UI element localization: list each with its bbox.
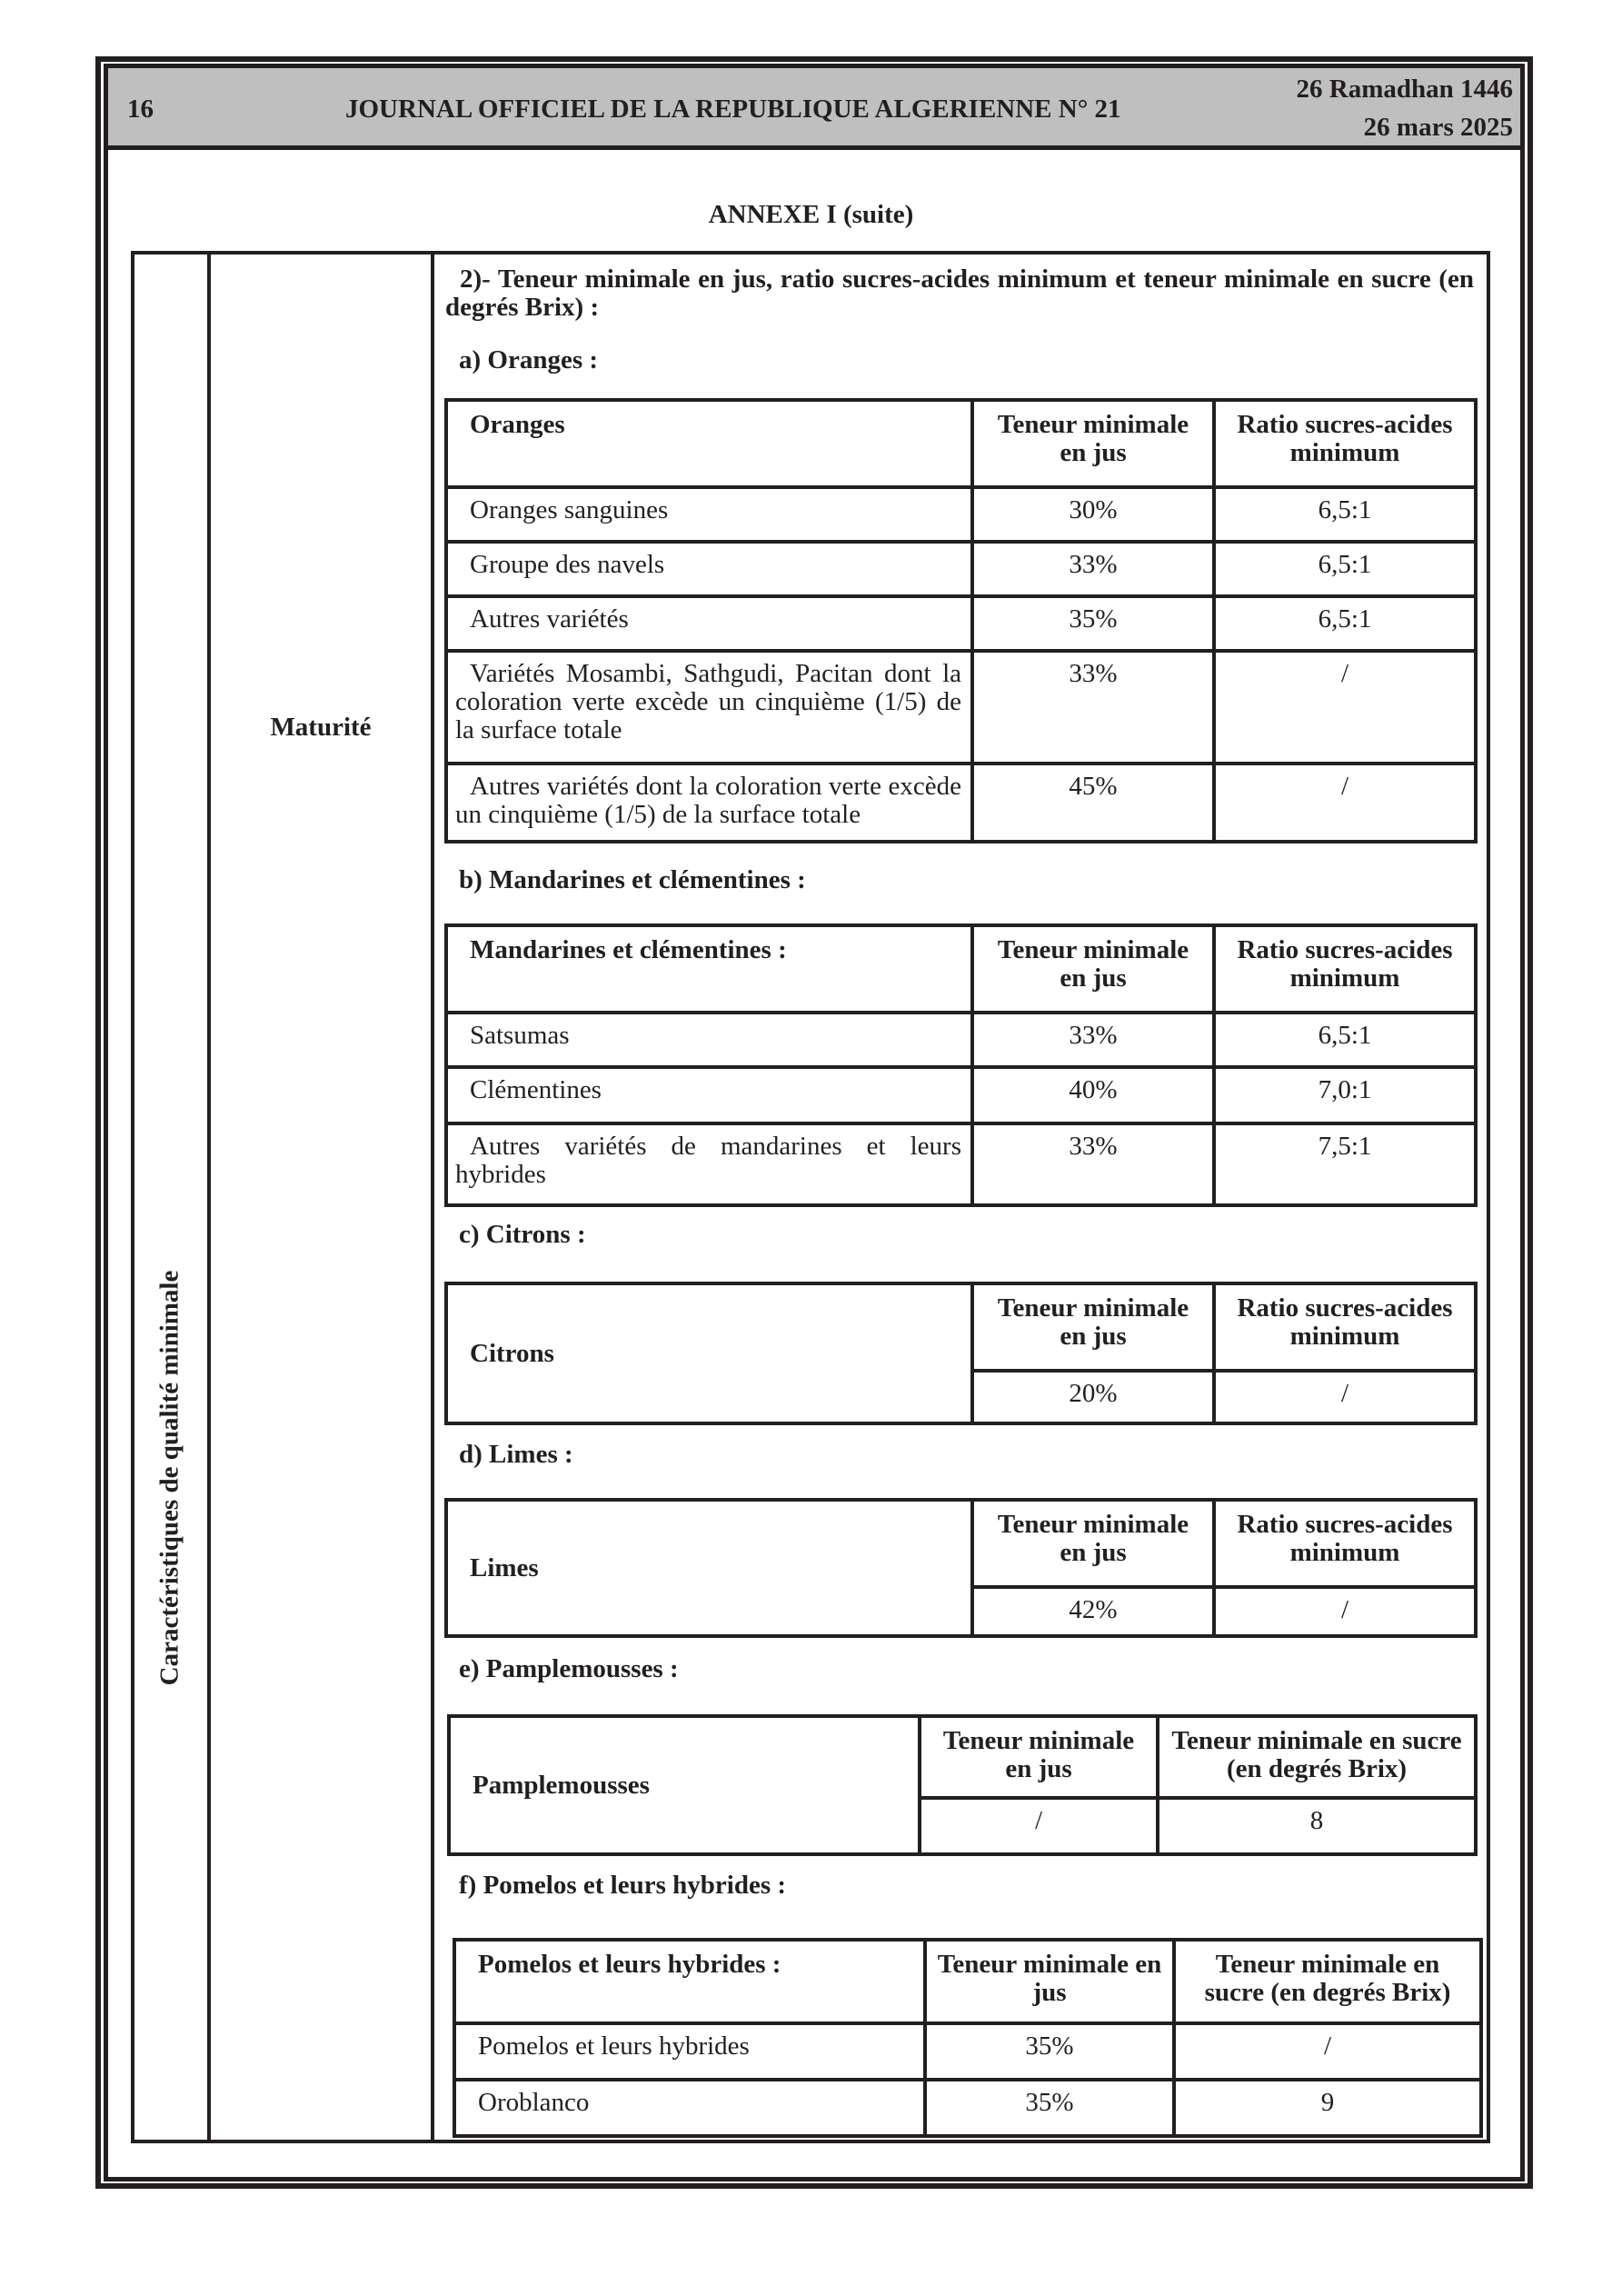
variety-cell: Oranges sanguines xyxy=(446,487,972,542)
table-row xyxy=(446,542,1476,596)
ratio-cell: 6,5:1 xyxy=(1214,1013,1476,1067)
ratio-cell: 6,5:1 xyxy=(1214,487,1476,542)
ratio-cell: 6,5:1 xyxy=(1214,596,1476,651)
row-label: Citrons xyxy=(446,1283,972,1423)
category-cell xyxy=(131,251,209,2143)
column-header: Ratio sucres-acides minimum xyxy=(1214,1283,1476,1371)
column-header: Teneur minimale en jus xyxy=(972,1283,1214,1371)
pamplemousses-table xyxy=(447,1714,1478,1856)
variety-cell: Autres variétés xyxy=(446,596,972,651)
section-heading-citrons: c) Citrons : xyxy=(459,1220,586,1249)
column-header: Teneur minimale en sucre (en degrés Brix) xyxy=(1158,1716,1476,1798)
table-header-row xyxy=(446,1500,1476,1587)
ratio-cell: 6,5:1 xyxy=(1214,542,1476,596)
column-header: Teneur minimale en jus xyxy=(920,1716,1158,1798)
row-label: Pamplemousses xyxy=(449,1716,920,1854)
table-row xyxy=(446,596,1476,651)
table-header-row xyxy=(454,1940,1481,2023)
ratio-cell: 7,5:1 xyxy=(1214,1123,1476,1205)
juice-cell: 35% xyxy=(925,2080,1174,2136)
oranges-table xyxy=(444,398,1478,844)
juice-cell: 30% xyxy=(972,487,1214,542)
juice-cell: 35% xyxy=(972,596,1214,651)
page-number: 16 xyxy=(127,95,154,124)
column-header: Mandarines et clémentines : xyxy=(446,925,972,1013)
variety-cell: Autres variétés de mandarines et leurs hybrides xyxy=(446,1123,972,1205)
section-heading-mandarines: b) Mandarines et clémentines : xyxy=(459,865,806,894)
column-header: Teneur minimale en jus xyxy=(972,925,1214,1013)
pomelos-table xyxy=(453,1938,1483,2138)
column-header: Ratio sucres-acides minimum xyxy=(1214,1500,1476,1587)
table-row xyxy=(454,2080,1481,2136)
section-heading-pomelos: f) Pomelos et leurs hybrides : xyxy=(459,1871,787,1900)
juice-cell: 33% xyxy=(972,651,1214,764)
table-row xyxy=(446,651,1476,764)
sugar-cell: / xyxy=(1174,2023,1481,2080)
sugar-cell: 8 xyxy=(1158,1798,1476,1854)
table-header-row xyxy=(449,1716,1476,1798)
column-divider xyxy=(431,251,434,2143)
limes-table xyxy=(444,1498,1478,1638)
juice-cell: 42% xyxy=(972,1587,1214,1636)
column-header: Oranges xyxy=(446,400,972,487)
variety-cell: Pomelos et leurs hybrides xyxy=(454,2023,925,2080)
ratio-cell: 7,0:1 xyxy=(1214,1067,1476,1123)
column-header: Pomelos et leurs hybrides : xyxy=(454,1940,925,2023)
table-header-row xyxy=(446,1283,1476,1371)
variety-cell: Clémentines xyxy=(446,1067,972,1123)
table-header-row xyxy=(446,925,1476,1013)
journal-title: JOURNAL OFFICIEL DE LA REPUBLIQUE ALGERIENNE N° 21 xyxy=(345,95,1121,124)
section-heading-pamplemousses: e) Pamplemousses : xyxy=(459,1654,679,1683)
subcategory-label: Maturité xyxy=(270,713,372,742)
juice-cell: 20% xyxy=(972,1371,1214,1423)
table-header-row xyxy=(446,400,1476,487)
table-row xyxy=(446,1067,1476,1123)
column-header: Teneur minimale en jus xyxy=(972,400,1214,487)
table-row xyxy=(446,487,1476,542)
section-heading-limes: d) Limes : xyxy=(459,1440,573,1469)
table-row xyxy=(446,1123,1476,1205)
hijri-date: 26 Ramadhan 1446 xyxy=(1296,75,1513,104)
column-header: Ratio sucres-acides minimum xyxy=(1214,400,1476,487)
column-header: Teneur minimale en jus xyxy=(972,1500,1214,1587)
annex-title: ANNEXE I (suite) xyxy=(708,200,914,229)
intro-paragraph: 2)- Teneur minimale en jus, ratio sucres-acides minimum et teneur minimale en sucre (en degrés Brix) : xyxy=(445,265,1474,322)
juice-cell: 35% xyxy=(925,2023,1174,2080)
table-row xyxy=(446,764,1476,842)
column-header: Teneur minimale en sucre (en degrés Brix) xyxy=(1174,1940,1481,2023)
juice-cell: 33% xyxy=(972,1123,1214,1205)
variety-cell: Satsumas xyxy=(446,1013,972,1067)
section-heading-oranges: a) Oranges : xyxy=(459,345,599,374)
column-header: Ratio sucres-acides minimum xyxy=(1214,925,1476,1013)
ratio-cell: / xyxy=(1214,1371,1476,1423)
sugar-cell: 9 xyxy=(1174,2080,1481,2136)
variety-cell: Groupe des navels xyxy=(446,542,972,596)
gregorian-date: 26 mars 2025 xyxy=(1363,113,1513,142)
variety-cell: Variétés Mosambi, Sathgudi, Pacitan dont la coloration verte excède un cinquième (1/5) de la surface totale xyxy=(446,651,972,764)
variety-cell: Autres variétés dont la coloration verte excède un cinquième (1/5) de la surface totale xyxy=(446,764,972,842)
ratio-cell: / xyxy=(1214,651,1476,764)
ratio-cell: / xyxy=(1214,764,1476,842)
juice-cell: 33% xyxy=(972,1013,1214,1067)
juice-cell: 45% xyxy=(972,764,1214,842)
table-row xyxy=(454,2023,1481,2080)
juice-cell: / xyxy=(920,1798,1158,1854)
mandarines-table xyxy=(444,923,1478,1207)
juice-cell: 33% xyxy=(972,542,1214,596)
table-row xyxy=(446,1013,1476,1067)
juice-cell: 40% xyxy=(972,1067,1214,1123)
row-label: Limes xyxy=(446,1500,972,1636)
variety-cell: Oroblanco xyxy=(454,2080,925,2136)
ratio-cell: / xyxy=(1214,1587,1476,1636)
category-label: Caractéristiques de qualité minimale xyxy=(154,1270,184,1686)
column-header: Teneur minimale en jus xyxy=(925,1940,1174,2023)
citrons-table xyxy=(444,1282,1478,1425)
